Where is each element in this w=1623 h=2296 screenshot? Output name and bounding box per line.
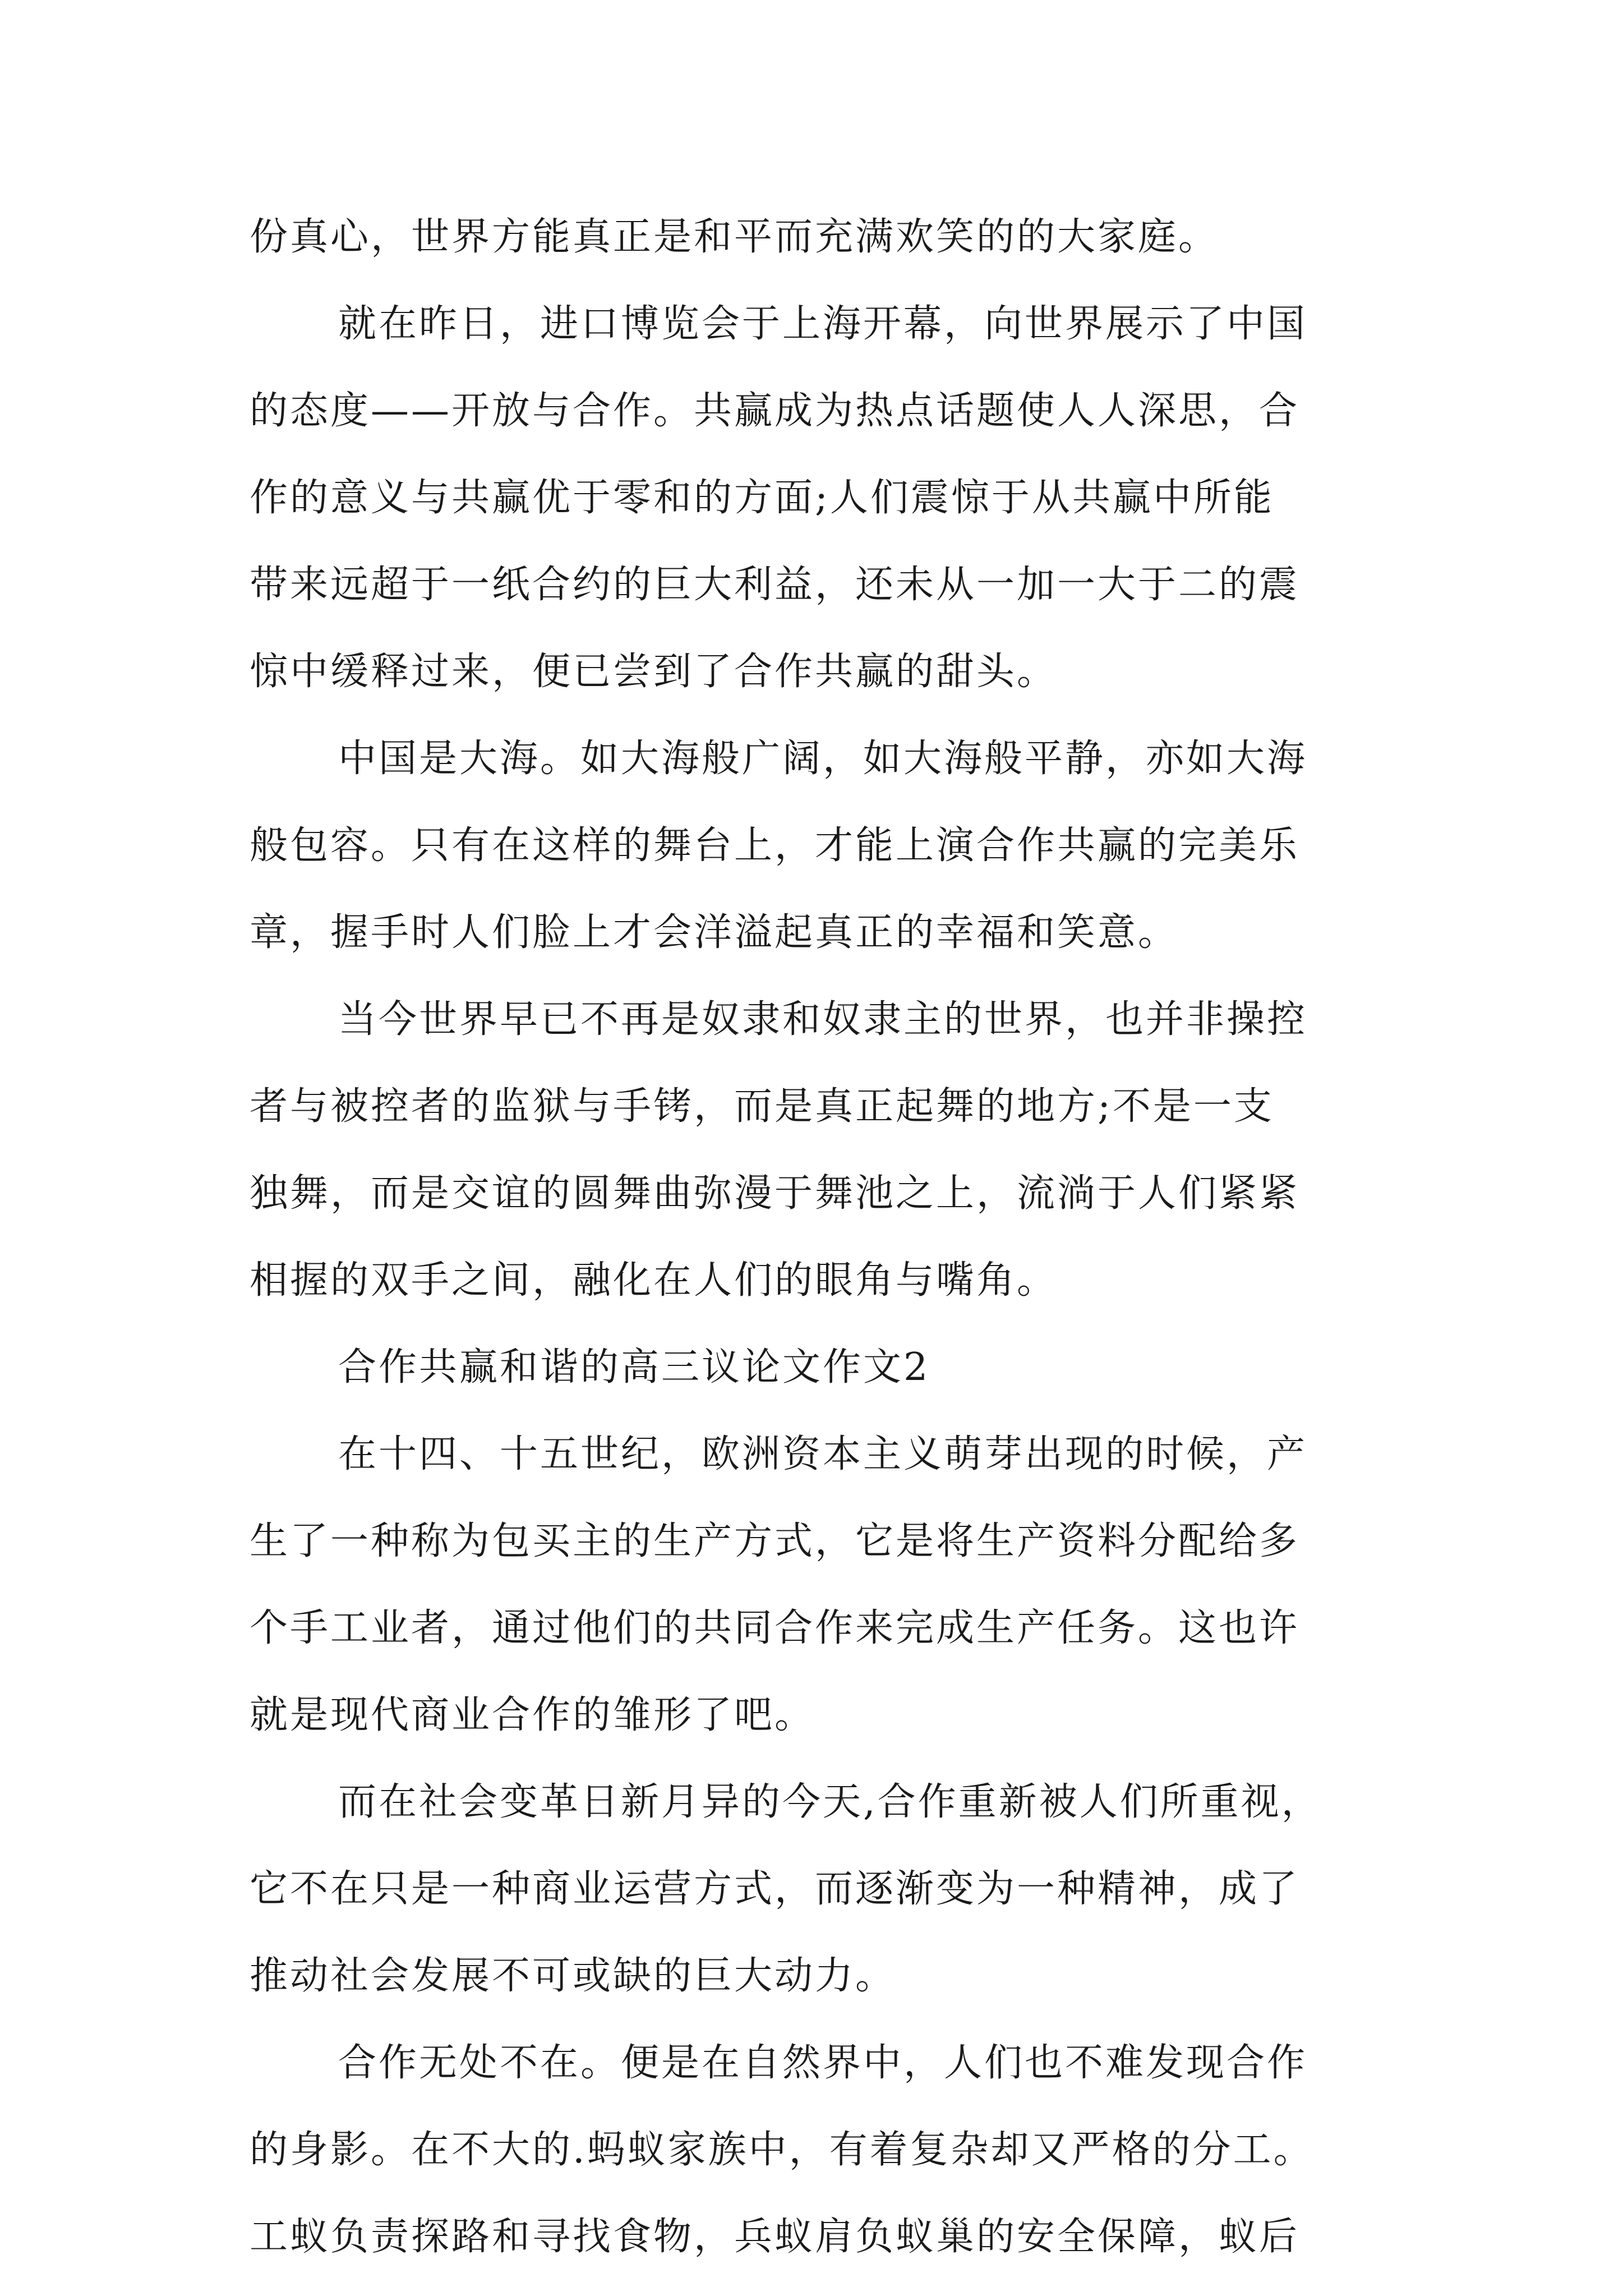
text-line: 就是现代商业合作的雏形了吧。	[250, 1693, 815, 1737]
text-line: 推动社会发展不可或缺的巨大动力。	[250, 1954, 896, 1998]
text-line: 惊中缓释过来，便已尝到了合作共赢的甜头。	[250, 650, 1058, 694]
text-line: 作的意义与共赢优于零和的方面;人们震惊于从共赢中所能	[250, 476, 1274, 520]
text-line: 在十四、十五世纪，欧洲资本主义萌芽出现的时候，产	[338, 1432, 1308, 1476]
text-line: 合作共赢和谐的高三议论文作文2	[338, 1345, 930, 1389]
text-line: 章，握手时人们脸上才会洋溢起真正的幸福和笑意。	[250, 910, 1179, 955]
text-line: 就在昨日，进口博览会于上海开幕，向世界展示了中国	[338, 302, 1308, 346]
text-line: 中国是大海。如大海般广阔，如大海般平静，亦如大海	[338, 737, 1308, 781]
text-line: 独舞，而是交谊的圆舞曲弥漫于舞池之上，流淌于人们紧紧	[250, 1171, 1300, 1216]
text-line: 当今世界早已不再是奴隶和奴隶主的世界，也并非操控	[338, 997, 1308, 1042]
text-line: 份真心，世界方能真正是和平而充满欢笑的的大家庭。	[250, 215, 1219, 259]
text-line: 而在社会变革日新月异的今天,合作重新被人们所重视，	[338, 1780, 1322, 1824]
essay-body	[250, 194, 1405, 2280]
text-line: 合作无处不在。便是在自然界中，人们也不难发现合作	[338, 2041, 1308, 2085]
text-line: 者与被控者的监狱与手铐，而是真正起舞的地方;不是一支	[250, 1084, 1274, 1129]
text-line: 的态度——开放与合作。共赢成为热点话题使人人深思，合	[250, 389, 1300, 433]
text-line: 带来远超于一纸合约的巨大利益，还未从一加一大于二的震	[250, 563, 1300, 607]
text-line: 生了一种称为包买主的生产方式，它是将生产资料分配给多	[250, 1519, 1300, 1563]
text-line: 的身影。在不大的.蚂蚁家族中，有着复杂却又严格的分工。	[250, 2128, 1314, 2172]
text-line: 般包容。只有在这样的舞台上，才能上演合作共赢的完美乐	[250, 823, 1300, 868]
text-line: 个手工业者，通过他们的共同合作来完成生产任务。这也许	[250, 1606, 1300, 1650]
text-line: 工蚁负责探路和寻找食物，兵蚁肩负蚁巢的安全保障，蚁后	[250, 2215, 1300, 2259]
text-line: 相握的双手之间，融化在人们的眼角与嘴角。	[250, 1258, 1058, 1303]
text-line: 它不在只是一种商业运营方式，而逐渐变为一种精神，成了	[250, 1867, 1300, 1911]
